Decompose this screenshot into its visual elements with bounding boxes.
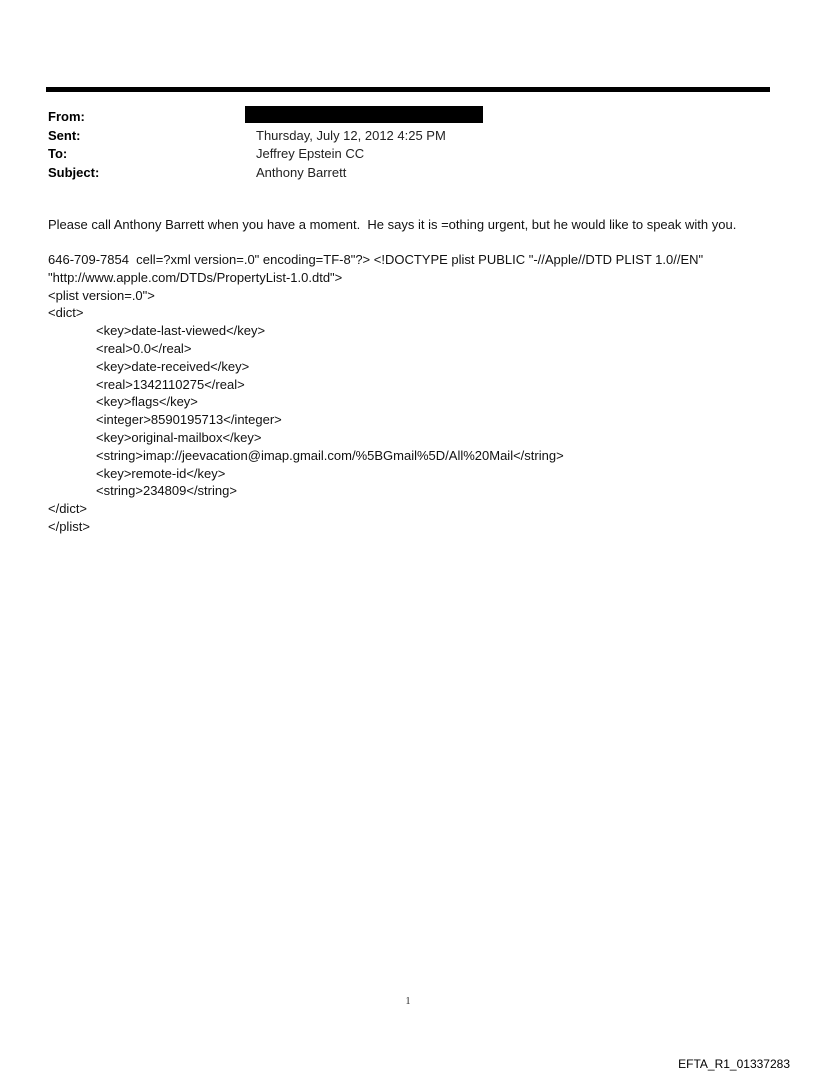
plist-block xyxy=(48,251,778,536)
dict-line: <key>flags</key> xyxy=(96,394,198,410)
plist-line: <dict> xyxy=(48,305,84,321)
sent-row xyxy=(48,127,748,146)
subject-value: Anthony Barrett xyxy=(256,164,347,180)
bates-number: EFTA_R1_01337283 xyxy=(678,1057,790,1071)
from-row xyxy=(48,108,748,127)
dict-line: <key>original-mailbox</key> xyxy=(96,429,262,445)
redaction-bar xyxy=(245,106,483,123)
dict-line: <key>date-received</key> xyxy=(96,358,250,374)
page-number: 1 xyxy=(405,996,411,1007)
sent-value: Thursday, July 12, 2012 4:25 PM xyxy=(256,127,446,143)
dict-line: <string>imap://jeevacation@imap.gmail.com/%5BGmail%5D/All%20Mail</string> xyxy=(96,447,564,463)
dict-line: <key>date-last-viewed</key> xyxy=(96,323,266,339)
plist-closing-line: </dict> xyxy=(48,501,88,517)
subject-row xyxy=(48,164,748,183)
plist-line: 646-709-7854 cell=?xml version=.0" encoding=TF-8"?> <!DOCTYPE plist PUBLIC "-//Apple//DTD PLIST 1.0//EN" xyxy=(48,252,704,267)
sent-label: Sent: xyxy=(48,127,81,143)
email-header xyxy=(48,108,748,182)
paragraph-gap xyxy=(48,234,778,251)
to-row xyxy=(48,145,748,164)
to-label: To: xyxy=(48,146,68,161)
from-value xyxy=(256,108,483,127)
dict-line: <real>0.0</real> xyxy=(96,340,192,356)
header-divider xyxy=(46,87,770,92)
dict-line: <string>234809</string> xyxy=(96,483,237,499)
plist-line: "http://www.apple.com/DTDs/PropertyList-1.0.dtd"> xyxy=(48,269,343,285)
dict-line: <key>remote-id</key> xyxy=(96,465,226,481)
from-label: From: xyxy=(48,109,85,124)
email-body xyxy=(48,216,778,536)
subject-label: Subject: xyxy=(48,164,100,180)
plist-closing-line: </plist> xyxy=(48,518,90,534)
plist-line: <plist version=.0"> xyxy=(48,287,155,303)
dict-line: <real>1342110275</real> xyxy=(96,376,245,392)
to-value: Jeffrey Epstein CC xyxy=(256,146,365,161)
dict-line: <integer>8590195713</integer> xyxy=(96,412,282,428)
message-paragraph: Please call Anthony Barrett when you have a moment. He says it is =othing urgent, but he would like to speak with you. xyxy=(48,217,737,232)
